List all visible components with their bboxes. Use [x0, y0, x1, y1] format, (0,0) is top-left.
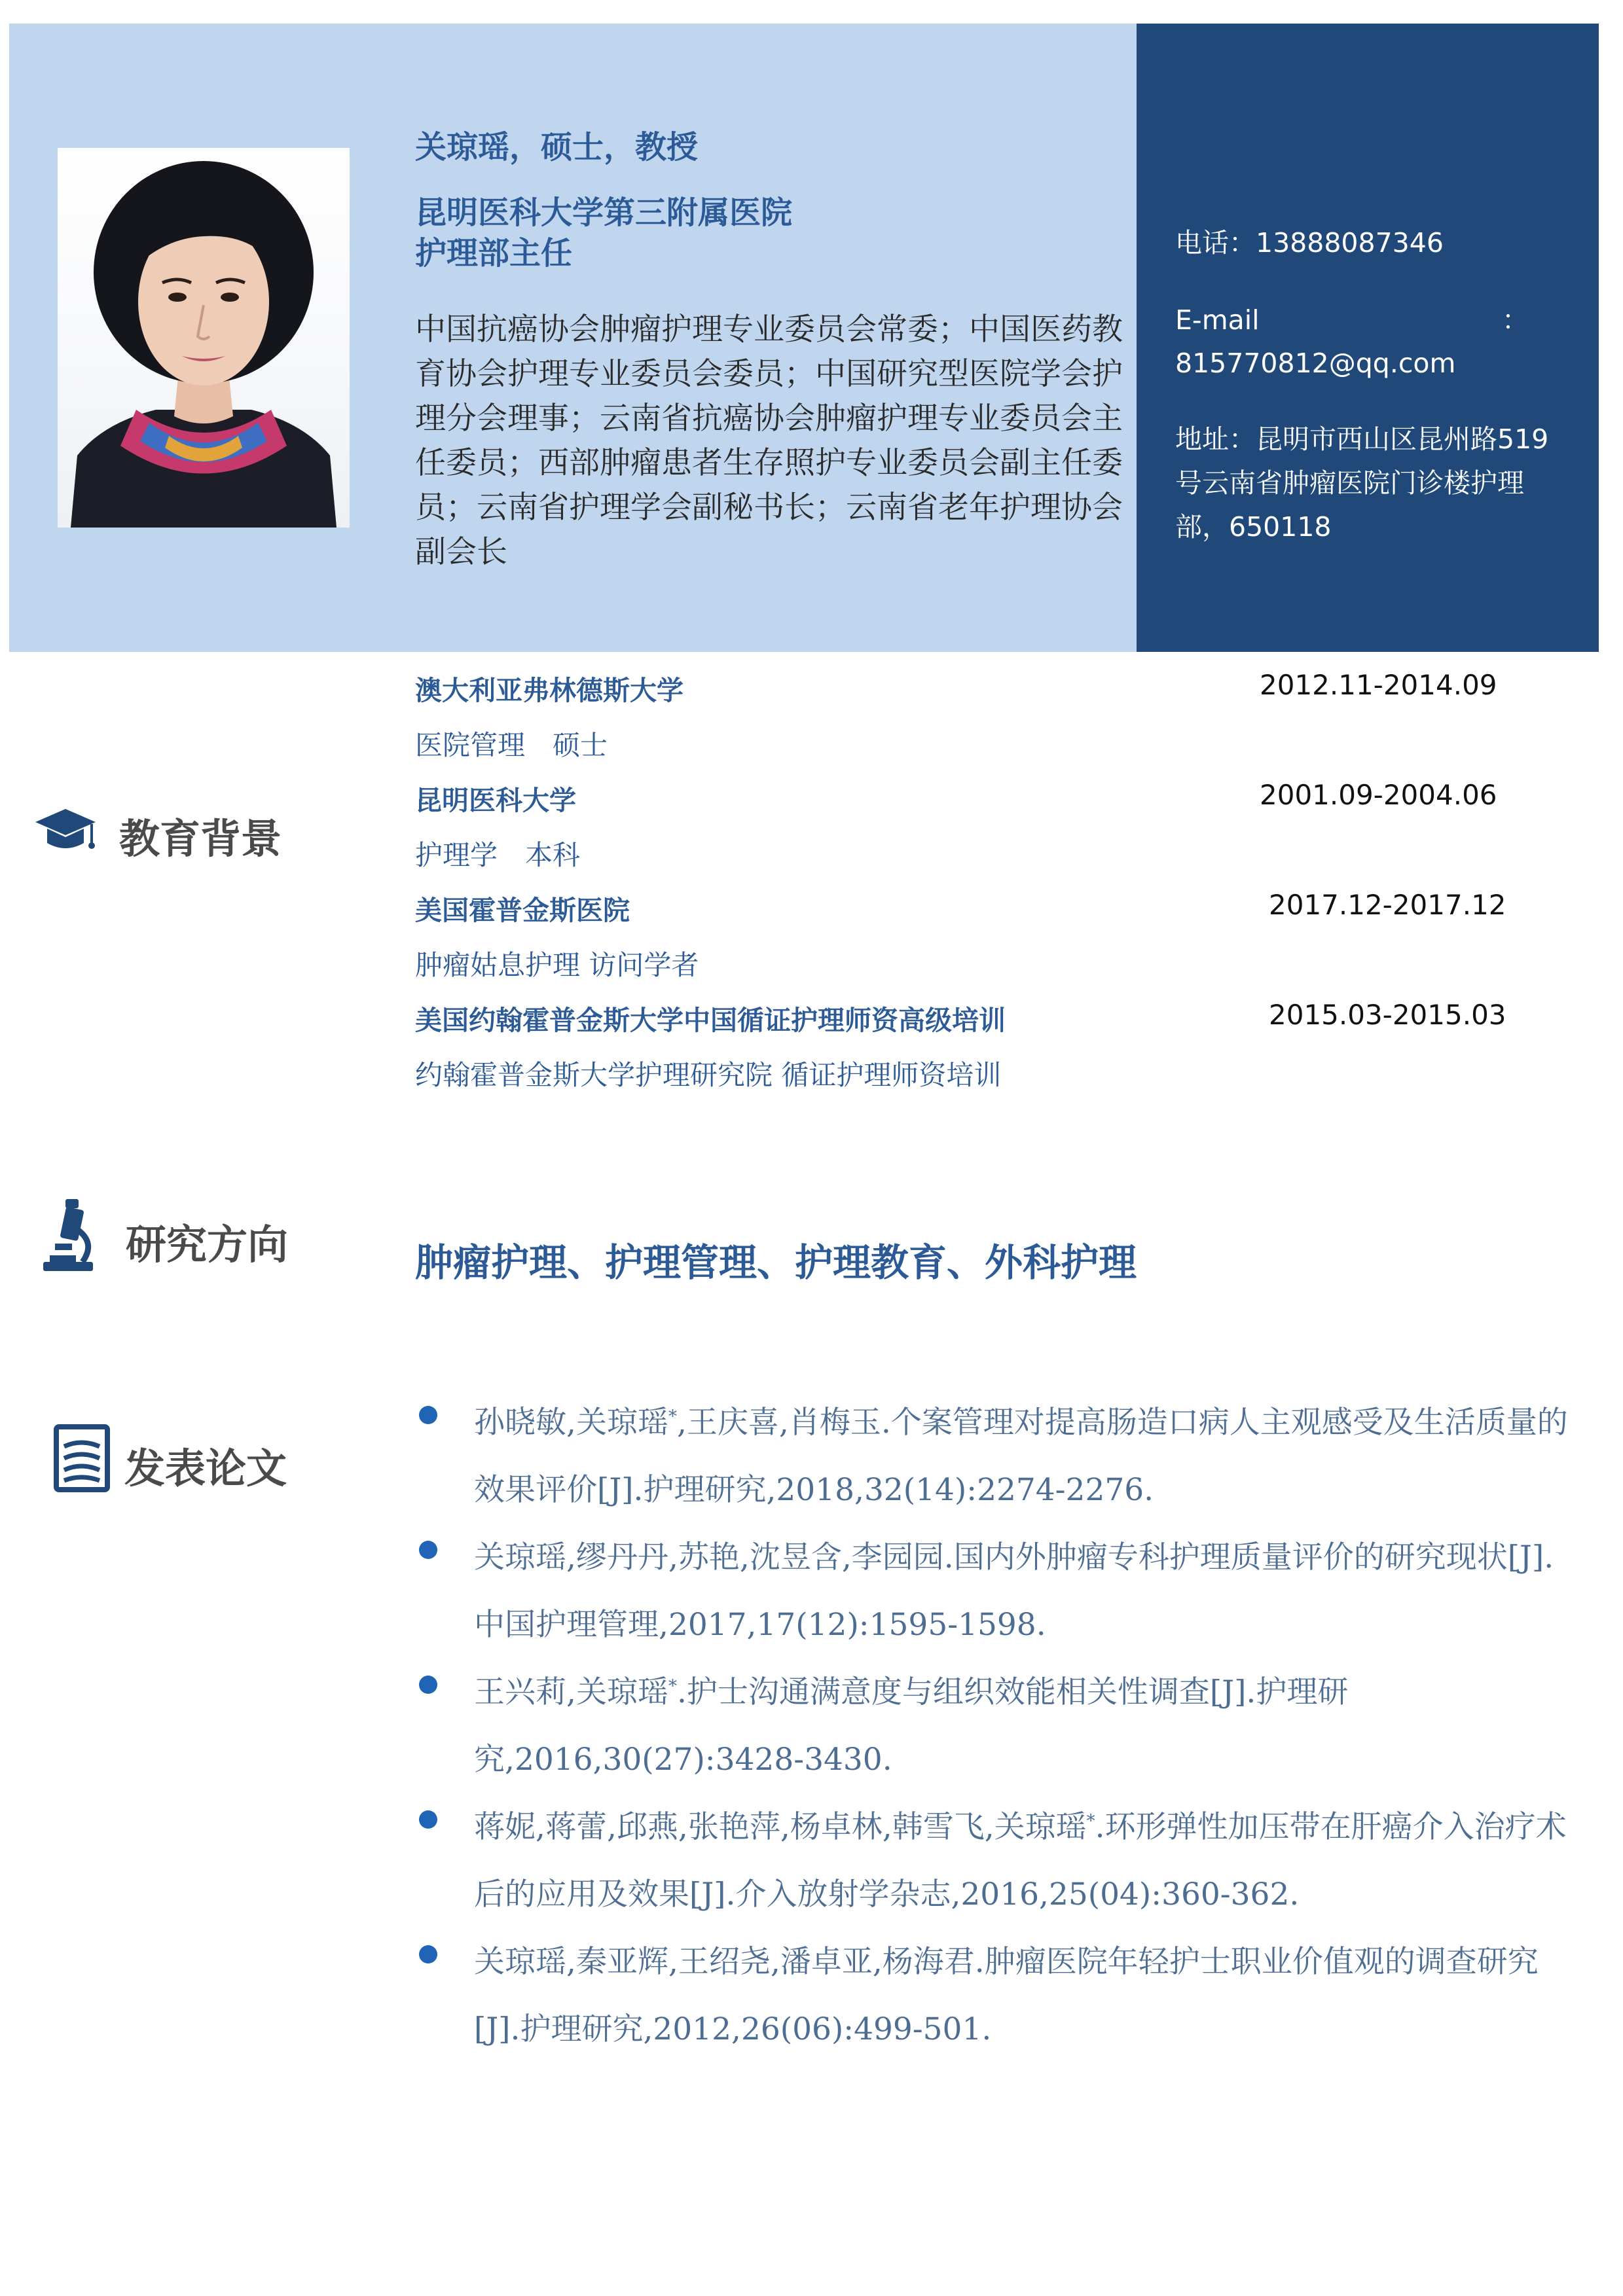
paper-author-highlight: 关琼瑶 — [575, 1674, 668, 1710]
professional-titles: 中国抗癌协会肿瘤护理专业委员会常委；中国医药教育协会护理专业委员会委员；中国研究型医院学会护理分会理事；云南省抗癌协会肿瘤护理专业委员会主任委员；西部肿瘤患者生存照护专业委员会副主任委员；云南省护理学会副秘书长；云南省老年护理协会副会长 — [415, 312, 1123, 570]
paper-author-highlight: 关琼瑶 — [474, 1539, 566, 1575]
education-date: 2001.09-2004.06 — [1260, 779, 1497, 811]
position-title: 护理部主任 — [415, 235, 573, 272]
education-major: 肿瘤姑息护理 访问学者 — [415, 949, 699, 981]
education-school: 昆明医科大学 — [415, 785, 576, 816]
profile-photo — [58, 148, 350, 528]
paper-author-highlight: 关琼瑶 — [994, 1809, 1087, 1845]
paper-list — [415, 1389, 1580, 2063]
education-major: 约翰霍普金斯大学护理研究院 循证护理师资培训 — [415, 1059, 1002, 1091]
paper-citation: ,缪丹丹,苏艳,沈昱含,李园园.国内外肿瘤专科护理质量评价的研究现状[J].中国护理管理,2017,17(12):1595-1598. — [474, 1539, 1554, 1643]
paper-item — [415, 1389, 1580, 1524]
corresponding-mark: * — [1086, 1811, 1095, 1831]
paper-citation: ,秦亚辉,王绍尧,潘卓亚,杨海君.肿瘤医院年轻护士职业价值观的调查研究[J].护理研究,2012,26(06):499-501. — [474, 1944, 1539, 2047]
bullet-icon — [419, 1541, 437, 1559]
education-school: 美国约翰霍普金斯大学中国循证护理师资高级培训 — [415, 1005, 1006, 1036]
education-major: 护理学 本科 — [415, 839, 581, 871]
papers-section-title: 发表论文 — [124, 1444, 287, 1492]
microscope-icon — [41, 1198, 96, 1276]
paper-citation: .环形弹性加压带在肝癌介入治疗术后的应用及效果[J].介入放射学杂志,2016,25(04):360-362. — [474, 1809, 1567, 1912]
education-date: 2012.11-2014.09 — [1260, 669, 1497, 701]
bullet-icon — [419, 1945, 437, 1964]
email-label-row — [1175, 298, 1529, 342]
research-section-title: 研究方向 — [126, 1221, 289, 1268]
paper-item — [415, 1524, 1580, 1659]
paper-coauthors: 蒋妮,蒋蕾,邱燕,张艳萍,杨卓林,韩雪飞, — [474, 1809, 994, 1845]
education-major: 医院管理 硕士 — [415, 729, 608, 761]
paper-coauthors: 王兴莉, — [474, 1674, 576, 1710]
email-colon: ： — [1502, 304, 1529, 336]
education-school: 美国霍普金斯医院 — [415, 895, 630, 926]
paper-author-highlight: 关琼瑶 — [474, 1944, 566, 1980]
bullet-icon — [419, 1676, 437, 1694]
bullet-icon — [419, 1810, 437, 1829]
paper-item — [415, 1928, 1580, 2063]
paper-citation: .护士沟通满意度与组织效能相关性调查[J].护理研究,2016,30(27):3428-3430. — [474, 1674, 1349, 1778]
name-degree-title: 关琼瑶，硕士，教授 — [415, 129, 699, 166]
education-date: 2015.03-2015.03 — [1269, 999, 1506, 1031]
email-value[interactable]: 815770812@qq.com — [1175, 348, 1456, 379]
education-section-title: 教育背景 — [119, 815, 282, 863]
paper-item — [415, 1793, 1580, 1928]
paper-coauthors: 孙晓敏, — [474, 1405, 576, 1441]
education-school: 澳大利亚弗林德斯大学 — [415, 675, 684, 706]
paper-author-highlight: 关琼瑶 — [575, 1405, 668, 1441]
graduation-cap-icon — [34, 806, 97, 859]
paper-citation: ,王庆喜,肖梅玉.个案管理对提高肠造口病人主观感受及生活质量的效果评价[J].护理研究,2018,32(14):2274-2276. — [474, 1405, 1568, 1508]
address-text: 地址：昆明市西山区昆州路519号云南省肿瘤医院门诊楼护理部，650118 — [1175, 423, 1549, 543]
paper-item — [415, 1659, 1580, 1793]
education-date: 2017.12-2017.12 — [1269, 889, 1506, 921]
document-icon — [54, 1424, 111, 1492]
email-label: E-mail — [1175, 304, 1260, 336]
hospital-name: 昆明医科大学第三附属医院 — [415, 194, 793, 231]
phone-text: 电话：13888087346 — [1175, 227, 1444, 259]
corresponding-mark: * — [668, 1407, 677, 1427]
bullet-icon — [419, 1406, 437, 1424]
research-topics: 肿瘤护理、护理管理、护理教育、外科护理 — [415, 1240, 1137, 1285]
corresponding-mark: * — [668, 1676, 677, 1696]
